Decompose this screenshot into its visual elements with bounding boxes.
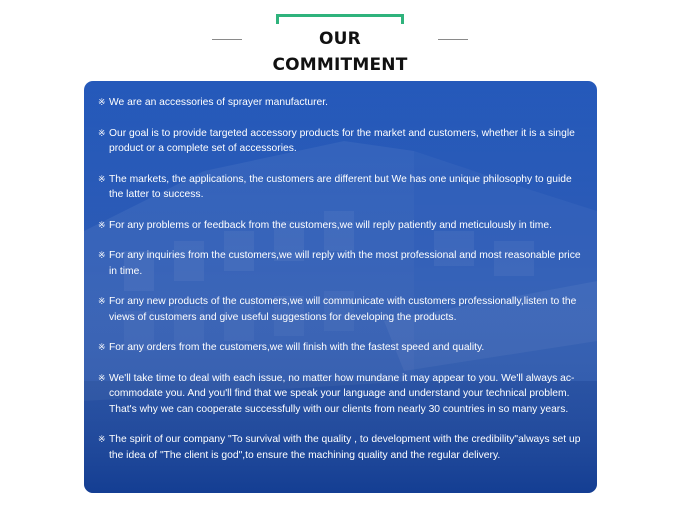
list-item-text: The markets, the applications, the customers are different but We has one unique philosophy to guide the latter to success. [109,173,572,200]
list-item-text: We are an accessories of sprayer manufacturer. [109,97,329,108]
list-item [98,371,586,417]
list-item [98,248,586,279]
header-divider-right [438,39,468,40]
list-item [98,294,586,325]
bullet-mark: ※ [98,372,106,383]
list-item-text: For any orders from the customers,we will finish with the fastest speed and quality. [109,342,485,354]
bullet-mark: ※ [98,434,106,445]
title-frame-top-bracket [276,14,404,24]
bullet-mark: ※ [98,250,106,261]
list-item-text: For any problems or feedback from the customers,we will reply patiently and meticulously in time. [109,219,552,231]
list-item [98,432,586,463]
commitment-panel [84,81,597,493]
list-item-text: We'll take time to deal with each issue, no matter how mundane it may appear to you. We'll always ac- commodate you. And you'll find that we speak your language and understand your technical problem. That's why we can cooperate successfully with our clients from nearly 30 countries in so many years. [109,372,575,415]
list-item-text: For any new products of the customers,we will communicate with customers professionally,listen to the views of customers and give useful suggestions for developing the products. [109,296,577,323]
bullet-mark: ※ [98,342,106,353]
list-item [98,340,586,355]
commitment-list [98,95,586,478]
list-item-text: Our goal is to provide targeted accessory products for the market and customers, whether it is a single product or a complete set of accessories. [109,127,575,154]
bullet-mark: ※ [98,97,106,107]
list-item [98,95,586,110]
list-item [98,126,586,157]
list-item-text: For any inquiries from the customers,we will reply with the most professional and most reasonable price in time. [109,250,581,277]
title-frame [272,14,408,75]
bullet-mark: ※ [98,173,106,184]
list-item-text: The spirit of our company "To survival with the quality , to development with the credibility"always set up the idea of "The client is god",to ensure the machining quality and the regular delivery. [109,434,581,461]
header-divider-left [212,39,242,40]
page-title: OUR COMMITMENT [256,26,424,78]
list-item [98,218,586,233]
bullet-mark: ※ [98,219,106,230]
bullet-mark: ※ [98,296,106,307]
bullet-mark: ※ [98,127,106,138]
section-header [0,14,680,75]
list-item [98,172,586,203]
